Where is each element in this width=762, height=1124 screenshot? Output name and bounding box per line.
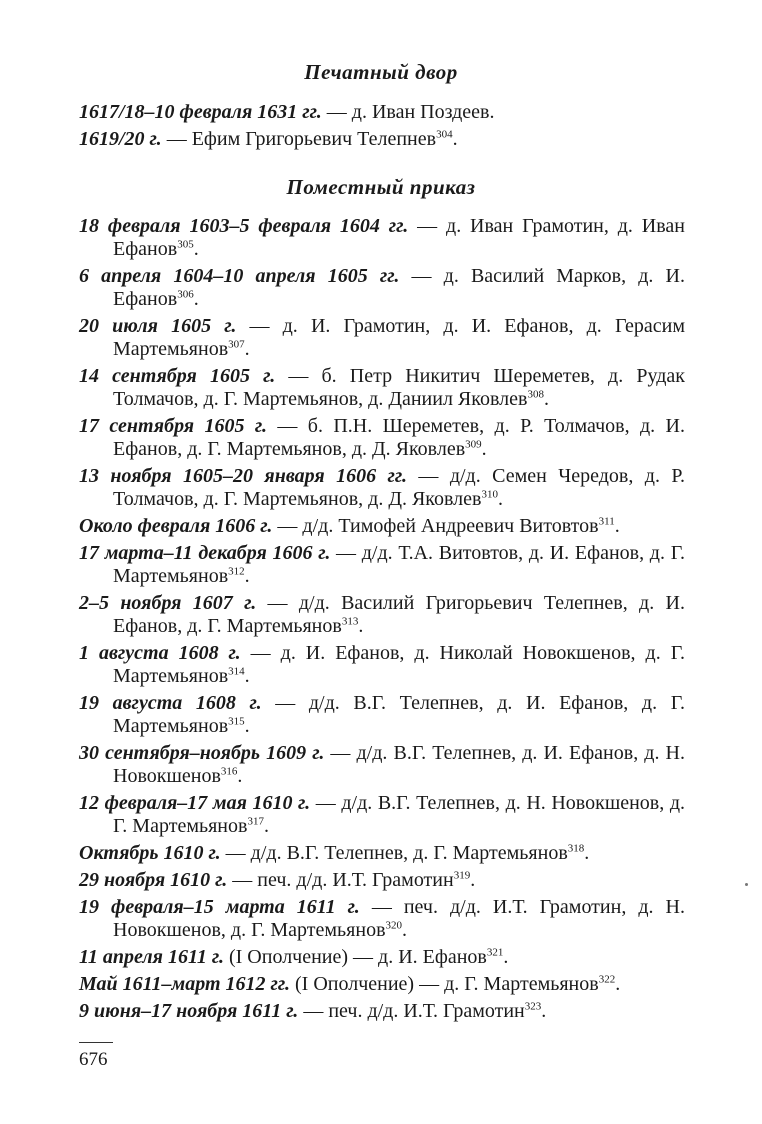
entry-text: — печ. д/д. И.Т. Грамотин, д. Н. Новокшенов, д. Г. Мартемьянов <box>113 896 685 941</box>
entry-tail: . <box>503 946 509 968</box>
entry-text: (I Ополчение) — д. Г. Мартемьянов <box>290 973 599 995</box>
entry-text: — д. Василий Марков, д. И. Ефанов <box>113 265 685 310</box>
entry-text: — д/д. Василий Григорьевич Телепнев, д. И. Ефанов, д. Г. Мартемьянов <box>113 592 685 637</box>
entry <box>79 515 685 538</box>
entry-tail: . <box>541 1000 547 1022</box>
entry-text: — д/д. В.Г. Телепнев, д. И. Ефанов, д. Н. Новокшенов <box>113 742 685 787</box>
footnote-ref: 308 <box>527 388 544 401</box>
footnote-ref: 309 <box>465 438 482 451</box>
section-title-printing-yard: Печатный двор <box>304 60 458 84</box>
entry-text: — Ефим Григорьевич Телепнев <box>161 128 437 150</box>
entry <box>79 465 685 511</box>
entry-date: 12 февраля–17 мая 1610 г. <box>79 792 311 814</box>
entry <box>79 869 685 892</box>
entry <box>79 315 685 361</box>
entry-date: 17 сентября 1605 г. <box>79 415 267 437</box>
entry-tail: . <box>244 565 250 587</box>
entry <box>79 542 685 588</box>
footnote-ref: 322 <box>598 973 616 986</box>
footnote-ref: 304 <box>436 128 453 141</box>
entry-date: 14 сентября 1605 г. <box>79 365 276 387</box>
entry-tail: . <box>244 715 250 737</box>
entry-tail: . <box>470 869 476 891</box>
entry-text: — д. И. Грамотин, д. И. Ефанов, д. Герасим Мартемьянов <box>113 315 685 360</box>
entry-tail: . <box>244 665 250 687</box>
entry-date: 18 февраля 1603–5 февраля 1604 гг. <box>79 215 409 237</box>
entry <box>79 742 685 788</box>
entry <box>79 265 685 311</box>
entry-date: 9 июня–17 ноября 1611 г. <box>79 1000 299 1022</box>
entry-text: — д/д. Т.А. Витовтов, д. И. Ефанов, д. Г. Мартемьянов <box>113 542 685 587</box>
footnote-ref: 306 <box>177 288 194 301</box>
entry-text: — д. Иван Поздеев. <box>321 101 495 123</box>
entry-text: — д/д. Тимофей Андреевич Витовтов <box>272 515 599 537</box>
footnote-ref: 307 <box>228 338 245 351</box>
entry-tail: . <box>584 842 590 864</box>
entry-tail: . <box>615 973 621 995</box>
footnote-ref: 305 <box>177 238 194 251</box>
section-entries-estate-office <box>79 215 685 1027</box>
entry-text: — д. Иван Грамотин, д. Иван Ефанов <box>113 215 685 260</box>
entry-tail: . <box>481 438 487 460</box>
entry-date: 30 сентября–ноябрь 1609 г. <box>79 742 325 764</box>
entry-date: 19 августа 1608 г. <box>79 692 262 714</box>
entry <box>79 896 685 942</box>
footnote-ref: 317 <box>247 815 264 828</box>
page-number-rule <box>79 1042 113 1043</box>
entry-text: — б. П.Н. Шереметев, д. Р. Толмачов, д. И. Ефанов, д. Г. Мартемьянов, д. Д. Яковлев <box>113 415 686 460</box>
entry-tail: . <box>452 128 458 150</box>
entry <box>79 592 685 638</box>
entry-date: Октябрь 1610 г. <box>79 842 221 864</box>
entry-tail: . <box>358 615 364 637</box>
entry-tail: . <box>498 488 503 510</box>
footnote-ref: 311 <box>598 515 615 528</box>
footnote-ref: 316 <box>220 765 238 778</box>
entry <box>79 101 685 124</box>
entry-tail: . <box>614 515 620 537</box>
entry-date: Около февраля 1606 г. <box>79 515 273 537</box>
entry <box>79 1000 685 1023</box>
entry-date: 1617/18–10 февраля 1631 гг. <box>79 101 322 123</box>
entry-text: — д/д. Семен Чередов, д. Р. Толмачов, д. Г. Мартемьянов, д. Д. Яковлев <box>113 465 685 510</box>
entry-tail: . <box>237 765 243 787</box>
entry-tail: . <box>193 238 199 260</box>
entry-tail: . <box>244 338 250 360</box>
entry <box>79 642 685 688</box>
footnote-ref: 314 <box>228 665 245 678</box>
entry-date: 29 ноября 1610 г. <box>79 869 228 891</box>
entry-date: 17 марта–11 декабря 1606 г. <box>79 542 331 564</box>
entry <box>79 692 685 738</box>
entry <box>79 792 685 838</box>
footnote-ref: 313 <box>341 615 359 628</box>
footnote-ref: 319 <box>453 869 471 882</box>
section-entries-printing-yard <box>79 101 685 155</box>
entry <box>79 973 685 996</box>
entry <box>79 415 685 461</box>
entry-text: — д/д. В.Г. Телепнев, д. Г. Мартемьянов <box>220 842 568 864</box>
footnote-ref: 323 <box>524 1000 542 1013</box>
footnote-ref: 310 <box>481 488 498 501</box>
scan-speck <box>745 883 748 886</box>
entry <box>79 365 685 411</box>
entry-text: — д/д. В.Г. Телепнев, д. И. Ефанов, д. Г. Мартемьянов <box>113 692 685 737</box>
footnote-ref: 320 <box>385 919 403 932</box>
entry <box>79 842 685 865</box>
entry-date: 1 августа 1608 г. <box>79 642 241 664</box>
entry-date: 1619/20 г. <box>79 128 162 150</box>
page-number: 676 <box>79 1049 108 1070</box>
section-title-estate-office: Поместный приказ <box>286 175 476 199</box>
footnote-ref: 318 <box>567 842 585 855</box>
entry-text: — печ. д/д. И.Т. Грамотин <box>298 1000 525 1022</box>
entry-text: — д/д. В.Г. Телепнев, д. Н. Новокшенов, д. Г. Мартемьянов <box>113 792 686 837</box>
entry-date: 19 февраля–15 марта 1611 г. <box>79 896 360 918</box>
entry-date: 13 ноября 1605–20 января 1606 гг. <box>79 465 407 487</box>
entry-tail: . <box>193 288 199 310</box>
entry <box>79 128 685 151</box>
entry-date: 6 апреля 1604–10 апреля 1605 гг. <box>79 265 400 287</box>
entry-text: — печ. д/д. И.Т. Грамотин <box>227 869 454 891</box>
footnote-ref: 321 <box>486 946 504 959</box>
entry <box>79 215 685 261</box>
entry <box>79 946 685 969</box>
entry-date: 11 апреля 1611 г. <box>79 946 224 968</box>
footnote-ref: 312 <box>228 565 245 578</box>
entry-tail: . <box>543 388 549 410</box>
entry-tail: . <box>263 815 269 837</box>
entry-tail: . <box>402 919 408 941</box>
entry-date: 20 июля 1605 г. <box>79 315 237 337</box>
entry-date: Май 1611–март 1612 гг. <box>79 973 291 995</box>
entry-date: 2–5 ноября 1607 г. <box>79 592 257 614</box>
entry-text: (I Ополчение) — д. И. Ефанов <box>223 946 487 968</box>
entry-text: — д. И. Ефанов, д. Николай Новокшенов, д. Г. Мартемьянов <box>113 642 685 687</box>
footnote-ref: 315 <box>228 715 245 728</box>
entry-text: — б. Петр Никитич Шереметев, д. Рудак Толмачов, д. Г. Мартемьянов, д. Даниил Яковлев <box>113 365 685 410</box>
